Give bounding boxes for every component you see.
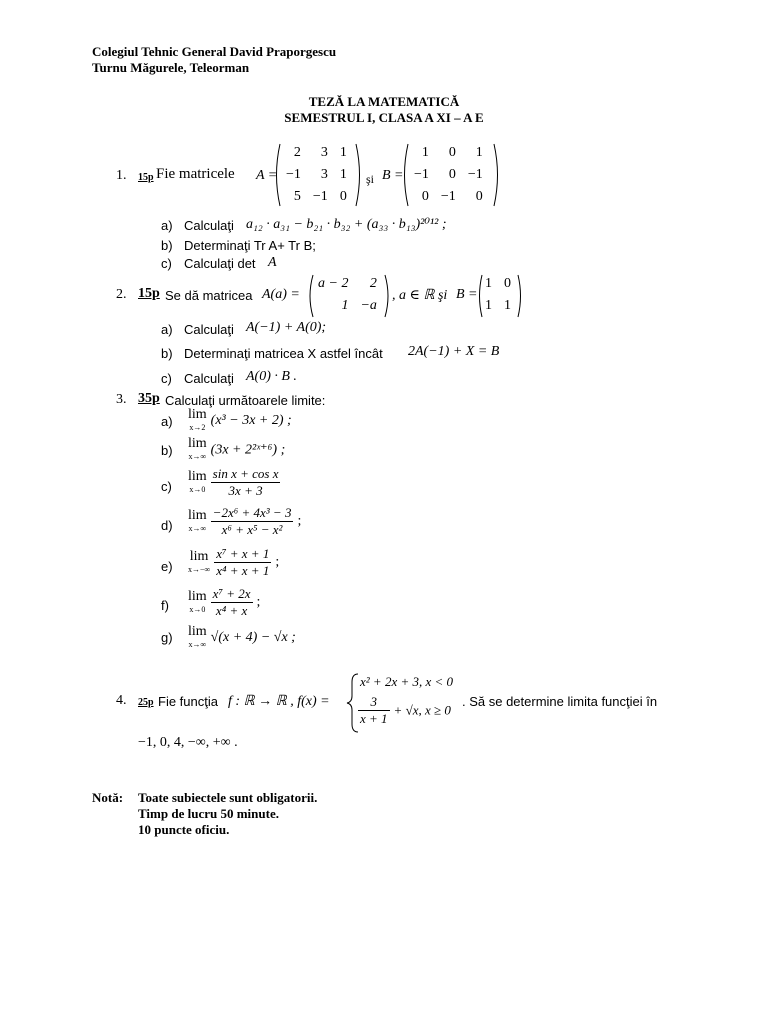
matrix-a-cell: 3 <box>320 167 328 182</box>
exam-subtitle: SEMESTRUL I, CLASA A XI – A E <box>284 110 484 125</box>
matrix-b-cell: 0 <box>448 145 456 160</box>
p3-item-g-label: g) <box>161 630 173 645</box>
p3-item-d-sub: x→∞ <box>188 523 207 533</box>
matrix-a-cell: 0 <box>339 189 347 204</box>
p3-item-a: lim x→2 (x³ − 3x + 2) ; <box>188 407 292 432</box>
problem-3-points: 35p <box>138 391 160 406</box>
p2-item-c-label: c) <box>161 371 172 386</box>
p2-item-c-text: Calculaţi <box>184 371 234 386</box>
p3-item-e-label: e) <box>161 559 173 574</box>
matrix-b-row <box>408 164 489 186</box>
matrix-aa-label: A(a) = <box>262 287 300 302</box>
problem-2-text: Se dă matricea <box>165 288 253 303</box>
p3-item-d-num: −2x⁶ + 4x³ − 3 <box>212 505 292 520</box>
p3-item-c-sub: x→0 <box>189 484 206 494</box>
p2-condition: , a ∈ ℝ şi <box>392 288 448 303</box>
p3-item-e-sub: x→−∞ <box>188 564 211 574</box>
p3-item-e: lim x→−∞ $\frac{\text{x⁷ + x + 1}}{\text{x⁴ + x + 1}}$ ; <box>188 546 280 578</box>
matrix-aa-row <box>312 295 383 317</box>
p3-item-d-den: x⁶ + x⁵ − x² <box>221 522 283 537</box>
matrix-a-row <box>280 164 353 186</box>
p3-item-c-den: 3x + 3 <box>228 483 263 498</box>
problem-4-number: 4. <box>116 693 127 708</box>
p3-item-d-label: d) <box>161 518 173 533</box>
p3-item-b-expr: (3x + 2²ˣ⁺⁶) ; <box>210 442 286 458</box>
matrix-b2-label: B = <box>456 287 478 302</box>
matrix-b2-cell: 1 <box>504 298 511 313</box>
matrix-b-row <box>408 142 489 164</box>
p3-item-f-den: x⁴ + x <box>215 603 248 618</box>
matrix-b-cell: −1 <box>467 167 483 182</box>
problem-1-points: 15p <box>138 172 154 183</box>
matrix-b2-cell: 1 <box>485 276 492 291</box>
problem-2-number: 2. <box>116 287 127 302</box>
p3-item-e-num: x⁷ + x + 1 <box>216 546 270 561</box>
matrix-b2-cell: 1 <box>485 298 492 313</box>
matrix-b-cell: −1 <box>440 189 456 204</box>
exam-title: TEZĂ LA MATEMATICĂ <box>308 94 460 109</box>
p3-item-f-tail: ; <box>256 594 261 610</box>
and-text: şi <box>366 172 375 186</box>
matrix-aa-cell: 2 <box>369 276 377 291</box>
p2-item-b-label: b) <box>161 346 173 361</box>
p1-item-b-label: b) <box>161 238 173 253</box>
school-name: Colegiul Tehnic General David Praporgescu <box>92 44 337 59</box>
p1-item-c-text: Calculaţi det <box>184 256 256 271</box>
matrix-a-cell: 1 <box>339 167 347 182</box>
matrix-b-cell: 0 <box>421 189 429 204</box>
p3-item-a-label: a) <box>161 414 173 429</box>
matrix-a-cell: 5 <box>293 189 301 204</box>
p1-item-a-formula: a₁₂ · a₃₁ − b₂₁ · b₃₂ + (a₃₃ · b₁₃)²⁰¹² ; <box>246 217 447 232</box>
matrix-b-label: B = <box>382 168 404 183</box>
p3-item-c: lim x→0 $\frac{\text{sin x + cos x}}{3x + 3}$ <box>188 466 279 498</box>
matrix-a-cell: −1 <box>286 167 301 182</box>
p3-item-e-tail: ; <box>275 554 280 570</box>
matrix-aa-row <box>312 273 383 295</box>
p3-item-c-label: c) <box>161 479 172 494</box>
p3-item-e-den: x⁴ + x + 1 <box>216 563 270 578</box>
p1-item-a-label: a) <box>161 218 173 233</box>
p3-item-b-sub: x→∞ <box>188 452 207 461</box>
matrix-a-cell: 2 <box>293 145 301 160</box>
piecewise-case-2-tail: + √x, x ≥ 0 <box>393 702 451 718</box>
matrix-a-table <box>280 142 353 208</box>
matrix-aa-cell: a − 2 <box>318 276 349 291</box>
matrix-aa-table <box>312 273 383 317</box>
piecewise-case-1: x² + 2x + 3, x < 0 <box>360 674 454 689</box>
matrix-b2-table <box>479 273 517 317</box>
p3-item-c-num: sin x + cos x <box>212 466 279 481</box>
p3-item-b-label: b) <box>161 443 173 458</box>
p3-item-d-tail: ; <box>297 513 302 529</box>
matrix-b-table <box>408 142 489 208</box>
matrix-a-row <box>280 186 353 208</box>
matrix-a-label: A = <box>256 168 278 183</box>
p2-item-b-text: Determinaţi matricea X astfel încât <box>184 346 383 361</box>
matrix-aa-cell: 1 <box>341 298 349 313</box>
problem-4-points-list: −1, 0, 4, −∞, +∞ . <box>138 735 238 750</box>
matrix-a-cell: −1 <box>312 189 328 204</box>
school-city: Turnu Măgurele, Teleorman <box>92 60 250 75</box>
problem-2-points: 15p <box>138 286 160 301</box>
matrix-b2-row <box>479 273 517 295</box>
p1-item-a-text: Calculaţi <box>184 218 234 233</box>
matrix-b-row <box>408 186 489 208</box>
problem-4-fdef: f : ℝ → ℝ , f(x) = <box>228 694 330 709</box>
note-line-2: Timp de lucru 50 minute. <box>138 806 279 821</box>
note-label: Notă: <box>92 790 124 805</box>
matrix-b-cell: 0 <box>475 189 483 204</box>
matrix-b-cell: 0 <box>448 167 456 182</box>
matrix-b-cell: −1 <box>414 167 429 182</box>
problem-4-points: 25p <box>138 697 154 708</box>
matrix-b2-row <box>479 295 517 317</box>
p3-item-f: lim x→0 $\frac{\text{x⁷ + 2x}}{\text{x⁴ + x}}$ ; <box>188 586 261 618</box>
p2-item-a-formula: A(−1) + A(0); <box>246 320 327 335</box>
piecewise-case-2 <box>358 694 451 727</box>
p3-item-b: lim x→∞ (3x + 2²ˣ⁺⁶) ; <box>188 436 286 461</box>
p3-item-f-num: x⁷ + 2x <box>212 586 251 601</box>
problem-3-text: Calculaţi următoarele limite: <box>165 393 326 408</box>
p3-item-f-label: f) <box>161 598 169 613</box>
p3-item-a-expr: (x³ − 3x + 2) ; <box>210 413 292 428</box>
p1-item-c-label: c) <box>161 256 172 271</box>
problem-4-text: Fie funcţia <box>158 694 218 709</box>
problem-1-text: Fie matricele <box>156 166 235 182</box>
p3-item-a-sub: x→2 <box>189 423 206 432</box>
matrix-a-cell: 1 <box>339 145 347 160</box>
matrix-b-cell: 1 <box>475 145 483 160</box>
matrix-b2-cell: 0 <box>504 276 511 291</box>
note-line-3: 10 puncte oficiu. <box>138 822 230 837</box>
p2-item-a-text: Calculaţi <box>184 322 234 337</box>
p2-item-c-formula: A(0) · B . <box>246 369 297 384</box>
p3-item-g: lim x→∞ √(x + 4) − √x ; <box>188 624 296 649</box>
note-line-1: Toate subiectele sunt obligatorii. <box>138 790 318 805</box>
piecewise-case-2-num: 3 <box>358 694 390 711</box>
problem-1-number: 1. <box>116 168 127 183</box>
matrix-aa-cell: −a <box>360 298 377 313</box>
p2-item-a-label: a) <box>161 322 173 337</box>
p3-item-g-sub: x→∞ <box>188 640 207 649</box>
matrix-a-cell: 3 <box>320 145 328 160</box>
matrix-b-cell: 1 <box>421 145 429 160</box>
p3-item-d: lim x→∞ $\frac{\text{−2x⁶ + 4x³ − 3}}{\text{x⁶ + x⁵ − x²}}$ ; <box>188 505 302 537</box>
p3-item-g-expr: √(x + 4) − √x ; <box>210 630 296 645</box>
matrix-a-row <box>280 142 353 164</box>
p1-item-b-text: Determinaţi Tr A+ Tr B; <box>184 238 316 253</box>
p1-item-c-formula: A <box>268 255 277 270</box>
problem-4-after: . Să se determine limita funcţiei în <box>462 694 658 709</box>
p2-item-b-formula: 2A(−1) + X = B <box>408 344 500 359</box>
piecewise-case-2-den: x + 1 <box>360 711 388 726</box>
problem-3-number: 3. <box>116 392 127 407</box>
p3-item-f-sub: x→0 <box>189 604 206 614</box>
